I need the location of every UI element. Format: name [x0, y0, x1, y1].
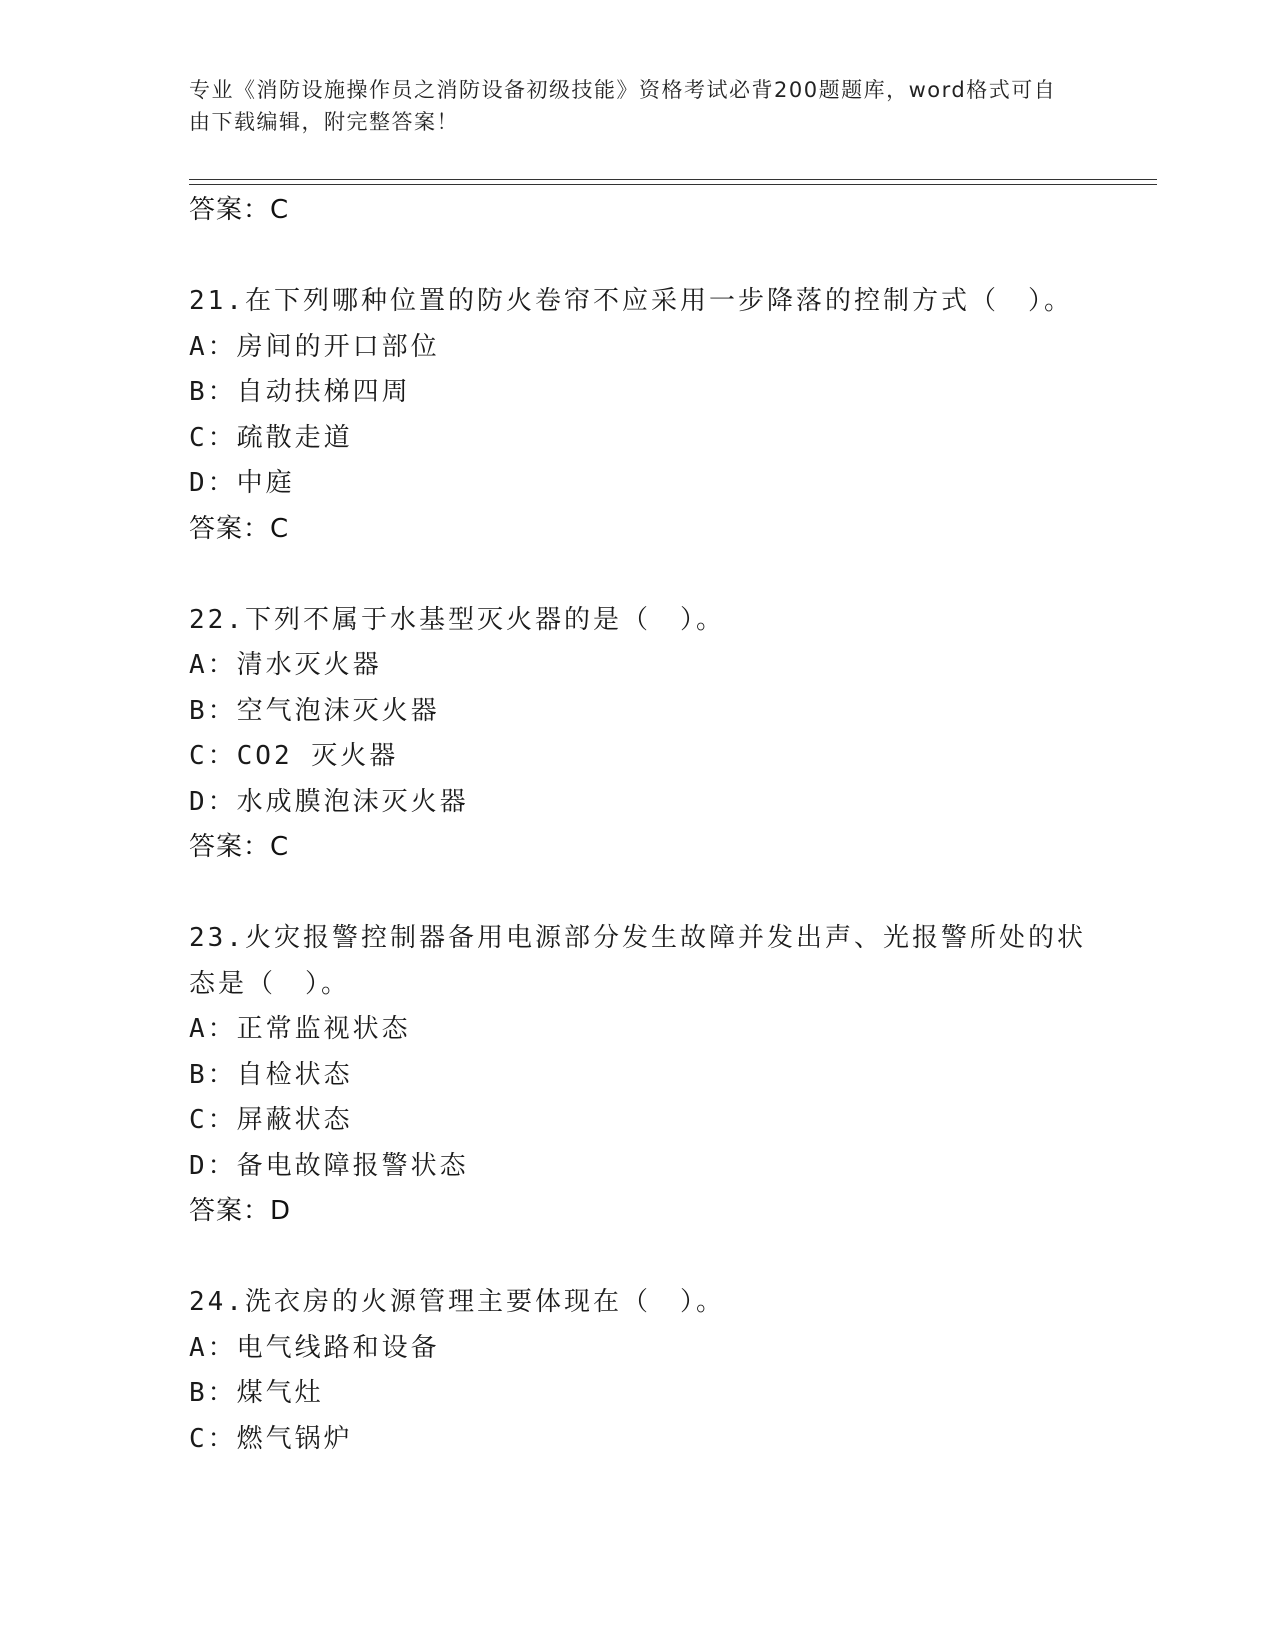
answer-line: 答案：D [189, 1196, 292, 1226]
option-b: B：自检状态 [189, 1059, 353, 1090]
answer-line: 答案：C [189, 513, 290, 544]
spacer [189, 234, 1089, 280]
question-stem: 23.火灾报警控制器备用电源部分发生故障并发出声、光报警所处的状 [189, 923, 1086, 953]
option-c: C：屏蔽状态 [189, 1105, 353, 1135]
question-block [189, 598, 1089, 871]
spacer [189, 871, 1089, 917]
option-b: B：煤气灶 [189, 1378, 324, 1408]
answer-line: 答案：C [189, 832, 290, 862]
option-a: A：电气线路和设备 [189, 1332, 440, 1363]
option-d: D：中庭 [189, 468, 295, 498]
option-a: A：正常监视状态 [189, 1014, 411, 1044]
question-stem: 24.洗衣房的火源管理主要体现在（ ）。 [189, 1287, 725, 1317]
option-b: B：自动扶梯四周 [189, 377, 411, 407]
question-block [189, 1280, 1089, 1462]
question-block [189, 916, 1089, 1235]
option-c: C：燃气锅炉 [189, 1423, 353, 1454]
question-list [189, 188, 1089, 1462]
question-stem: 22.下列不属于水基型灭火器的是（ ）。 [189, 604, 725, 635]
option-d: D：水成膜泡沫灭火器 [189, 786, 469, 817]
option-d: D：备电故障报警状态 [189, 1150, 469, 1181]
answer-line: 答案：C [189, 195, 290, 225]
question-stem-continued: 态是（ ）。 [189, 968, 351, 999]
document-header: 专业《消防设施操作员之消防设备初级技能》资格考试必背200题题库，word格式可自由下载编辑，附完整答案！ [189, 78, 1057, 134]
option-a: A：房间的开口部位 [189, 331, 440, 362]
question-stem: 21.在下列哪种位置的防火卷帘不应采用一步降落的控制方式（ ）。 [189, 286, 1073, 316]
spacer [189, 1235, 1089, 1281]
option-b: B：空气泡沫灭火器 [189, 695, 440, 726]
header-divider [189, 179, 1157, 185]
option-a: A：清水灭火器 [189, 650, 382, 680]
option-c: C：CO2 灭火器 [189, 741, 399, 771]
option-c: C：疏散走道 [189, 422, 353, 453]
question-block [189, 279, 1089, 552]
spacer [189, 552, 1089, 598]
